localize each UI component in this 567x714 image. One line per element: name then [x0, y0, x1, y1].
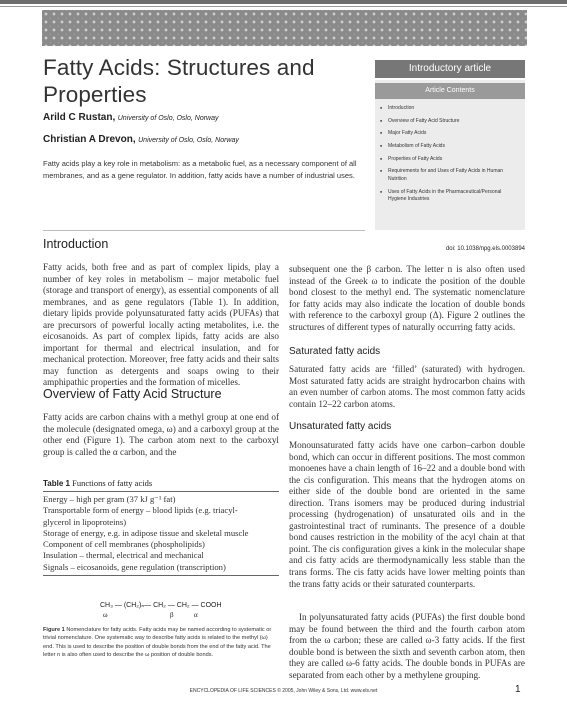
- header-pattern-banner: [42, 10, 527, 46]
- table-row: Signals – eicosanoids, gene regulation (transcription): [43, 561, 226, 572]
- table-row: Transportable form of energy – blood lipids (e.g. triacyl-: [43, 505, 238, 516]
- heading-unsaturated: Unsaturated fatty acids: [289, 421, 392, 432]
- table-1-title: [43, 478, 152, 488]
- unsaturated-paragraph-1: Monounsaturated fatty acids have one carbon–carbon double bond, which can occur in different positions. The most common monoenes have a chain length of 16–22 and a double bond with the cis configuration. This means that the hydrogen atoms on either side of the double bond are oriented in the same direction. Trans isomers may be produced during industrial processing (hydrogenation) of unsaturated oils and in the gastrointestinal tract of ruminants. The presence of a double bond causes restriction in the mobility of the acyl chain at that point. The cis configuration gives a kink in the molecular shape and cis fatty acids are thermodynamically less stable than the trans forms. The cis fatty acids have lower melting points than the trans fatty acids or their saturated counterparts.: [289, 440, 525, 589]
- contents-item[interactable]: ■ Metabolism of Fatty Acids: [379, 143, 521, 151]
- contents-heading: Article Contents: [375, 83, 525, 99]
- table-row: Insulation – thermal, electrical and mechanical: [43, 550, 204, 561]
- author-1-affiliation: University of Oslo, Oslo, Norway: [117, 115, 219, 122]
- doi-label: doi: 10.1038/npg.els.0003894: [445, 246, 525, 252]
- top-rule: [0, 6, 567, 7]
- contents-item[interactable]: ■ Introduction: [379, 105, 521, 113]
- top-bar: [0, 0, 567, 4]
- contents-item[interactable]: ■ Properties of Fatty Acids: [379, 156, 521, 164]
- figure-1-caption-text: Nomenclature for fatty acids. Fatty acids may be named according to systematic or trivial nomenclature. One systematic way to describe fatty acids is related to the methyl (ω) end. This is used to describe the position of double bonds from the end of the fatty acid. The letter n is also often used to describe the ω position of double bonds.: [43, 627, 272, 659]
- table-row: Storage of energy, e.g. in adipose tissue and skeletal muscle: [43, 527, 249, 538]
- table-row: glycerol in lipoproteins): [43, 516, 127, 527]
- author-1-name: Arild C Rustan,: [43, 112, 116, 123]
- label-omega: ω: [103, 611, 108, 619]
- table-1-caption: Functions of fatty acids: [72, 478, 153, 488]
- saturated-paragraph: Saturated fatty acids are ‘filled’ (saturated) with hydrogen. Most saturated fatty acids are straight hydrocarbon chains with an even number of carbon atoms. The most common fatty acids contain 12–22 carbon atoms.: [289, 364, 525, 409]
- author-2: [43, 134, 239, 145]
- figure-1-formula: CH₃ — (CH₂)ₙ— CH₂ — CH₂ — COOH: [100, 602, 222, 609]
- contents-item[interactable]: ■ Requirements for and Uses of Fatty Acids in Human Nutrition: [379, 168, 521, 183]
- author-1: [43, 112, 219, 123]
- table-1-body: [43, 494, 278, 573]
- divider: [43, 230, 365, 231]
- article-title: Fatty Acids: Structures and Properties: [43, 55, 315, 107]
- author-2-name: Christian A Drevon,: [43, 134, 136, 145]
- article-type-badge: Introductory article: [375, 60, 525, 78]
- table-1-label: Table 1: [43, 479, 70, 488]
- overview-paragraph: Fatty acids are carbon chains with a methyl group at one end of the molecule (designated omega, ω) and a carboxyl group at the other end (Figure 1). The carbon atom next to the carboxyl group is called the α carbon, and the: [43, 412, 279, 457]
- contents-item[interactable]: ■ Overview of Fatty Acid Structure: [379, 118, 521, 126]
- abstract: Fatty acids play a key role in metabolism: as a metabolic fuel, as a necessary component of all membranes, and as a gene regulator. In addition, fatty acids have a number of industrial uses.: [43, 159, 357, 180]
- figure-1-label: Figure 1: [43, 627, 65, 633]
- contents-item[interactable]: ■ Major Fatty Acids: [379, 130, 521, 138]
- page-number: 1: [515, 684, 521, 695]
- heading-saturated: Saturated fatty acids: [289, 346, 381, 357]
- intro-paragraph: Fatty acids, both free and as part of complex lipids, play a number of key roles in metabolism – major metabolic fuel (storage and transport of energy), as essential components of all membranes, and as gene regulators (Table 1). In addition, dietary lipids provide polyunsaturated fatty acids (PUFAs) that are precursors of powerful locally acting metabolites, i.e. the eicosanoids. As part of complex lipids, fatty acids are also important for thermal and electrical insulation, and for mechanical protection. Moreover, free fatty acids and their salts may function as detergents and soaps owing to their amphipathic properties and the formation of micelles.: [43, 262, 279, 388]
- heading-introduction: Introduction: [43, 237, 109, 251]
- contents-item[interactable]: ■ Uses of Fatty Acids in the Pharmaceutical/Personal Hygiene Industries: [379, 189, 521, 204]
- figure-1-caption: [43, 626, 279, 660]
- table-row: Component of cell membranes (phospholipids): [43, 539, 205, 550]
- table-row: Energy – high per gram (37 kJ g⁻¹ fat): [43, 494, 176, 504]
- author-2-affiliation: University of Oslo, Oslo, Norway: [138, 137, 239, 144]
- footer-text: ENCYCLOPEDIA OF LIFE SCIENCES © 2005, John Wiley & Sons, Ltd. www.els.net: [189, 688, 378, 694]
- table-top-rule: [43, 491, 279, 492]
- unsaturated-paragraph-2: In polyunsaturated fatty acids (PUFAs) the first double bond may be found between the third and the fourth carbon atom from the ω carbon; these are called ω-3 fatty acids. If the first double bond is between the sixth and seventh carbon atom, then they are called ω-6 fatty acids. The double bonds in PUFAs are separated from each other by a methylene grouping.: [289, 612, 525, 680]
- article-contents-panel: [375, 80, 525, 230]
- label-alpha: α: [194, 611, 198, 619]
- contents-list: [375, 105, 525, 204]
- heading-overview: Overview of Fatty Acid Structure: [43, 387, 222, 401]
- table-bottom-rule: [43, 575, 279, 576]
- overview-paragraph-continued: subsequent one the β carbon. The letter n is also often used instead of the Greek ω to indicate the position of the double bond closest to the methyl end. The systematic nomenclature for fatty acids may also indicate the location of double bonds with reference to the carboxyl group (Δ). Figure 2 outlines the structures of different types of naturally occurring fatty acids.: [289, 264, 525, 332]
- label-beta: β: [170, 611, 174, 619]
